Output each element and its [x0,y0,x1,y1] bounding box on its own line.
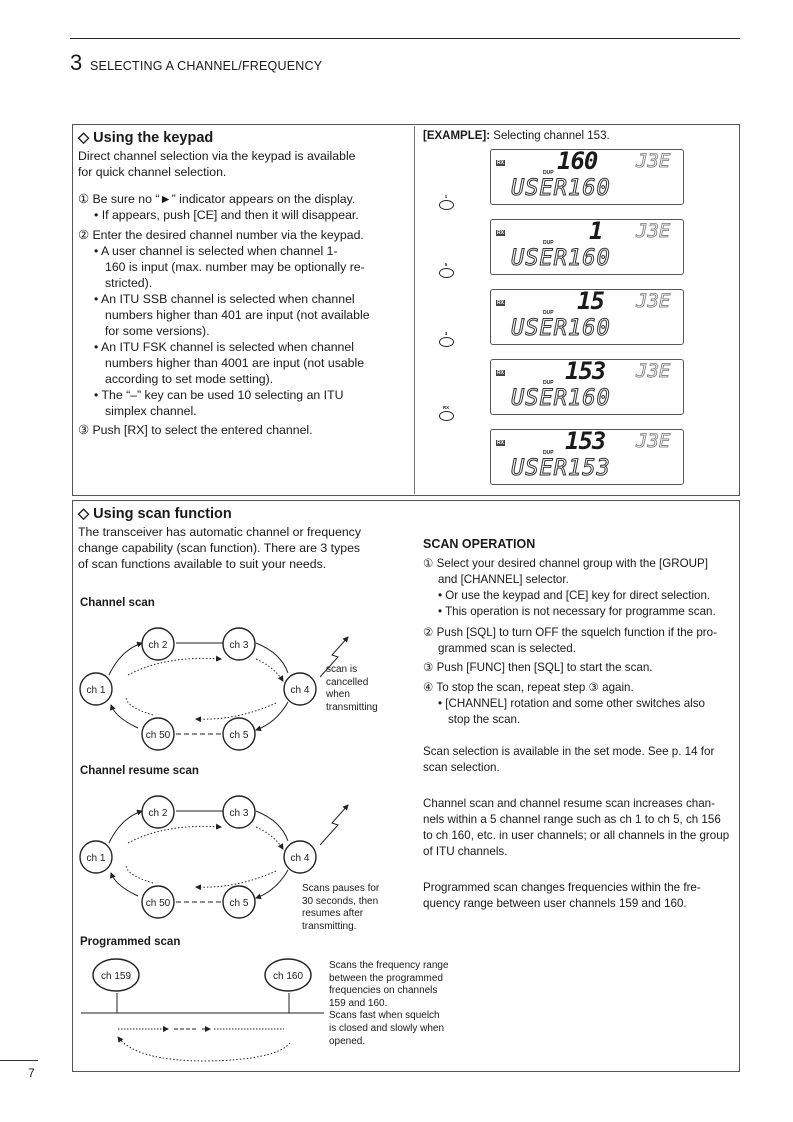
rs-inner-3 [196,871,276,887]
scan-paragraph-1: Scan selection is available in the set mode. See p. 14 for scan selection. [423,745,715,774]
rs-link-4-5 [256,870,288,898]
rs-link-50-1 [111,873,138,896]
cs-inner-1 [128,658,221,675]
keypad-step-2-bullet-3: • An ITU FSK channel is selected when channel numbers higher than 4001 are input (not usable according to set mode setting). [94,340,365,386]
keypad-heading: ◇ Using the keypad [78,130,214,146]
programmed-scan-note: Scans the frequency range between the programmed frequencies on channels 159 and 160. Scans fast when squelch is closed and slowly when opened. [329,960,449,1047]
ps-label-ch159: ch 159 [100,971,132,982]
rs-label-ch50: ch 50 [145,898,171,909]
cs-label-ch2: ch 2 [148,640,168,651]
scan-op-step-3: ③ Push [FUNC] then [SQL] to start the scan. [423,661,653,674]
scan-heading: ◇ Using scan function [78,506,232,522]
keypad-step-2: ② Enter the desired channel number via the keypad. [78,228,364,242]
keypad-step-3: ③ Push [RX] to select the entered channel. [78,423,313,437]
lcd-display-5: RX DUP 153 J3E USER153 [490,429,684,485]
key-1-icon: 1 [438,194,454,210]
scan-op-step-4: ④ To stop the scan, repeat step ③ again. • [CHANNEL] rotation and some other switches also stop the scan. [423,681,705,726]
lcd-display-2: RX DUP 1 J3E USER160 [490,219,684,275]
cs-inner-3 [196,703,276,719]
keypad-intro: Direct channel selection via the keypad is available for quick channel selection. [78,149,356,179]
scan-paragraph-3: Programmed scan changes frequencies within the fre- quency range between user channels 159 and 160. [423,881,701,910]
resume-scan-note: Scans pauses for 30 seconds, then resumes after transmitting. [302,883,380,932]
chapter-number: 3 [70,50,83,75]
resume-scan-title: Channel resume scan [80,765,199,777]
rs-link-1-2 [109,811,142,843]
section-divider [414,126,415,494]
cs-label-ch3: ch 3 [229,640,249,651]
scan-operation-title: SCAN OPERATION [423,537,536,551]
rs-label-ch3: ch 3 [229,808,249,819]
rs-label-ch2: ch 2 [148,808,168,819]
footer-rule [0,1060,38,1061]
scan-op-step-2: ② Push [SQL] to turn OFF the squelch function if the pro- grammed scan is selected. [423,626,717,655]
chapter-title: SELECTING A CHANNEL/FREQUENCY [90,59,323,73]
channel-scan-title: Channel scan [80,597,155,609]
programmed-scan-diagram [76,955,326,1070]
header-rule [70,38,740,39]
key-5-icon: 5 [438,262,454,278]
cs-inner-4 [126,697,153,715]
ps-label-ch160: ch 160 [272,971,304,982]
keypad-step-2-bullet-1: • A user channel is selected when channel 1- 160 is input (max. number may be optionally re- stricted). [94,244,365,290]
rs-inner-2 [256,827,283,849]
keypad-step-1-bullet: • If appears, push [CE] and then it will disappear. [94,208,359,222]
cs-link-1-2 [109,643,142,675]
scan-paragraph-2: Channel scan and channel resume scan increases chan- nels within a 5 channel range such as ch 1 to ch 5, ch 156 to ch 160, etc. in user channels; or all channels in the group of ITU channels. [423,797,730,858]
channel-scan-note: scan is cancelled when transmitting [326,664,378,713]
example-caption: [EXAMPLE]: Selecting channel 153. [423,130,610,142]
key-3-icon: 3 [438,331,454,347]
rs-transmit-arrow [320,805,348,845]
cs-label-ch50: ch 50 [145,730,171,741]
lcd-display-1: RX DUP 160 J3E USER160 [490,149,684,205]
lcd-display-4: RX DUP 153 J3E USER160 [490,359,684,415]
programmed-scan-title: Programmed scan [80,936,181,948]
keypad-step-2-bullet-2: • An ITU SSB channel is selected when channel numbers higher than 401 are input (not available for some versions). [94,292,370,338]
page-number: 7 [28,1066,35,1080]
cs-label-ch4: ch 4 [290,685,310,696]
cs-label-ch5: ch 5 [229,730,249,741]
cs-link-50-1 [111,705,138,728]
keypad-step-2-bullet-4: • The “–” key can be used 10 selecting an ITU simplex channel. [94,388,344,418]
cs-link-4-5 [256,702,288,730]
rs-inner-4 [126,865,153,883]
key-rx-icon: RX [438,405,454,421]
keypad-step-1: ① Be sure no “►” indicator appears on the display. [78,192,356,206]
lcd-display-3: RX DUP 15 J3E USER160 [490,289,684,345]
rs-label-ch5: ch 5 [229,898,249,909]
cs-inner-2 [256,659,283,681]
scan-intro: The transceiver has automatic channel or frequency change capability (scan function). There are 3 types of scan functions available to suit your needs. [78,525,361,571]
scan-op-step-1: ① Select your desired channel group with the [GROUP] and [CHANNEL] selector. • Or use the keypad and [CE] key for direct selection. • This operation is not necessary for programme scan. [423,557,716,618]
rs-label-ch4: ch 4 [290,853,310,864]
rs-label-ch1: ch 1 [86,853,106,864]
ps-return-arc [118,1037,290,1061]
cs-label-ch1: ch 1 [86,685,106,696]
rs-inner-1 [128,826,221,843]
